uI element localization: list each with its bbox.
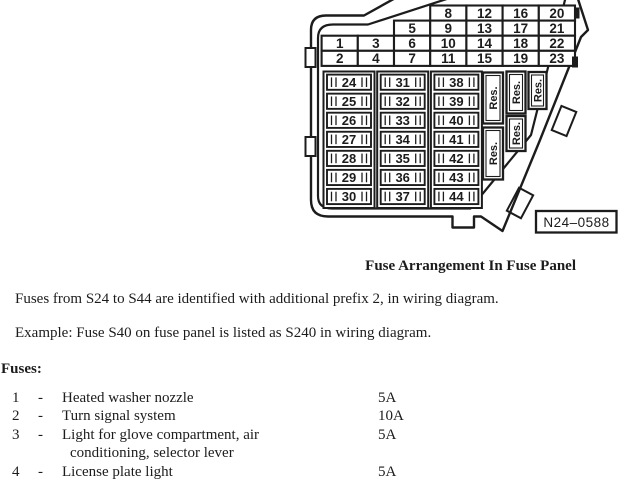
fuse-list-separator: - <box>38 408 43 425</box>
fuse-position-7: 7 <box>408 51 416 67</box>
fuse-position-8: 8 <box>444 5 453 21</box>
fuse-number-44: 44 <box>449 189 464 205</box>
fuse-number-41: 41 <box>449 131 464 147</box>
fuse-number-32: 32 <box>395 93 410 109</box>
fuse-list-amps: 5A <box>378 390 397 406</box>
fuse-position-13: 13 <box>476 20 493 36</box>
fuse-list-row <box>12 389 438 407</box>
fuse-number-43: 43 <box>449 170 464 186</box>
fuse-position-10: 10 <box>440 36 456 52</box>
fuse-number-35: 35 <box>395 151 410 166</box>
fuse-position-22: 22 <box>549 36 565 52</box>
fuse-position-16: 16 <box>513 5 529 21</box>
fuse-number-24: 24 <box>341 74 357 90</box>
fuse-position-4: 4 <box>372 51 380 67</box>
fuse-list-label-line1: Heated washer nozzle <box>62 390 194 406</box>
fuse-position-18: 18 <box>513 36 529 52</box>
fuse-position-23: 23 <box>549 51 565 67</box>
fuse-position-17: 17 <box>513 20 529 36</box>
fuse-list-row <box>12 426 438 463</box>
reserve-label: Res. <box>532 78 545 103</box>
fuse-position-14: 14 <box>476 36 493 52</box>
fuse-number-31: 31 <box>395 74 410 90</box>
fuse-position-20: 20 <box>549 5 565 21</box>
edge-rib <box>552 106 577 136</box>
fuse-position-21: 21 <box>549 20 565 36</box>
fuse-number-33: 33 <box>395 112 410 128</box>
fuse-position-2: 2 <box>335 51 344 67</box>
fuse-number-26: 26 <box>341 112 357 128</box>
fuse-list-label-line1: Light for glove compartment, air <box>62 426 260 443</box>
fuse-list-label-line1: License plate light <box>62 463 173 480</box>
fuse-position-11: 11 <box>441 51 456 67</box>
fuse-list-label <box>62 407 378 425</box>
fuse-number-25: 25 <box>341 93 357 109</box>
fuse-list-heading: Fuses: <box>1 361 42 377</box>
fuse-number-29: 29 <box>341 170 357 186</box>
left-edge-tab <box>306 48 316 67</box>
fuse-list-separator: - <box>38 463 43 480</box>
fuse-position-9: 9 <box>444 20 453 36</box>
fuse-position-6: 6 <box>408 36 416 52</box>
example-note: Example: Fuse S40 on fuse panel is listed as S240 in wiring diagram. <box>15 325 432 341</box>
fuse-list-number: 3 <box>12 426 20 443</box>
fuse-list <box>12 389 438 480</box>
drawing-number: N24–0588 <box>543 215 610 230</box>
fuse-number-36: 36 <box>395 170 410 186</box>
fuse-position-12: 12 <box>476 5 493 21</box>
fuse-number-40: 40 <box>449 112 464 128</box>
reserve-label: Res. <box>487 86 500 110</box>
fuse-position-1: 1 <box>335 36 344 52</box>
fuse-list-label <box>62 426 378 463</box>
fuse-number-28: 28 <box>341 151 357 166</box>
fuse-position-15: 15 <box>476 51 493 67</box>
fuse-position-5: 5 <box>408 20 416 36</box>
reserve-label: Res. <box>510 80 523 105</box>
fuse-list-separator: - <box>38 426 43 443</box>
fuse-number-42: 42 <box>449 151 464 166</box>
reserve-label: Res. <box>487 141 500 166</box>
fuse-position-19: 19 <box>513 51 529 67</box>
fuse-number-34: 34 <box>395 131 410 147</box>
fuse-number-39: 39 <box>449 93 464 109</box>
fuse-number-30: 30 <box>341 189 357 205</box>
fuse-list-amps: 5A <box>378 463 397 480</box>
fuse-number-27: 27 <box>341 131 357 147</box>
fuse-list-number: 4 <box>12 463 20 480</box>
fuse-number-37: 37 <box>395 189 410 205</box>
prefix-note: Fuses from S24 to S44 are identified with additional prefix 2, in wiring diagram. <box>15 291 499 307</box>
fuse-list-number: 2 <box>12 408 20 425</box>
fuse-list-label <box>62 463 378 480</box>
fuse-list-amps: 5A <box>378 426 397 443</box>
fuse-position-3: 3 <box>372 36 380 52</box>
fuse-list-label <box>62 389 378 407</box>
fuse-list-row <box>12 407 438 425</box>
fuse-list-row <box>12 463 438 480</box>
fuse-list-label-line2: conditioning, selector lever <box>70 445 234 462</box>
reserve-label: Res. <box>510 121 523 146</box>
diagram-caption: Fuse Arrangement In Fuse Panel <box>365 258 576 274</box>
fuse-list-separator: - <box>38 390 43 406</box>
grid-edge-lug <box>575 8 580 19</box>
fuse-number-38: 38 <box>449 74 464 90</box>
left-edge-tab <box>306 137 316 156</box>
fuse-list-label-line1: Turn signal system <box>62 408 176 425</box>
fuse-list-amps: 10A <box>378 408 404 425</box>
grid-edge-lug <box>572 57 578 68</box>
fuse-list-number: 1 <box>12 390 20 406</box>
